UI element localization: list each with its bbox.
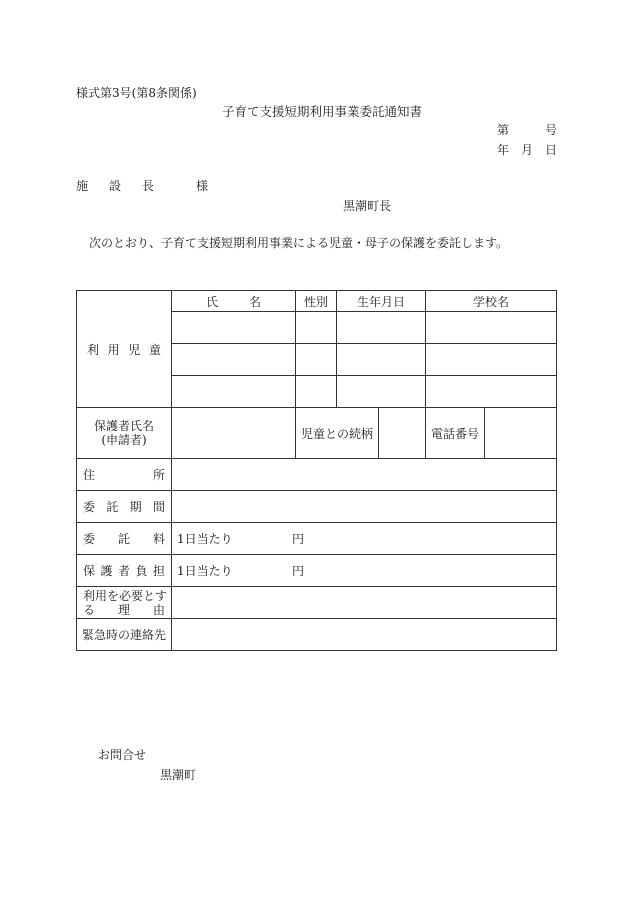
school-header: 学校名 [426, 291, 557, 312]
emergency-label-cell: 緊急時の連絡先 [77, 619, 172, 651]
fee-label-cell: 委 託 料 [77, 523, 172, 555]
child-school-cell[interactable] [426, 344, 557, 376]
gender-header: 性別 [296, 291, 337, 312]
child-birthdate-cell[interactable] [337, 376, 426, 408]
inquiry-label: お問合せ [98, 748, 147, 762]
document-date-field: 年 月 日 [497, 143, 558, 157]
document-title: 子育て支援短期利用事業委託通知書 [222, 104, 423, 119]
intro-text: 次のとおり、子育て支援短期利用事業による児童・母子の保護を委託します。 [89, 236, 509, 250]
guardian-row [77, 408, 557, 459]
fee-unit: 1日当たり [177, 532, 233, 546]
burden-row [77, 555, 557, 587]
burden-unit: 1日当たり [177, 564, 233, 578]
fee-yen: 円 [292, 532, 305, 546]
entrustment-table [76, 290, 557, 651]
address-row [77, 459, 557, 491]
address-cell[interactable] [172, 459, 557, 491]
inquiry-town: 黒潮町 [160, 768, 197, 782]
phone-label: 電話番号 [426, 408, 485, 459]
relationship-label: 児童との続柄 [296, 408, 379, 459]
child-school-cell[interactable] [426, 312, 557, 344]
phone-cell[interactable] [485, 408, 557, 459]
child-gender-cell[interactable] [296, 376, 337, 408]
child-birthdate-cell[interactable] [337, 312, 426, 344]
sender-name: 黒潮町長 [343, 199, 392, 213]
form-number: 様式第3号(第8条関係) [76, 86, 197, 100]
reason-row [77, 587, 557, 619]
child-birthdate-cell[interactable] [337, 344, 426, 376]
emergency-row [77, 619, 557, 651]
burden-cell[interactable] [172, 555, 557, 587]
emergency-cell[interactable] [172, 619, 557, 651]
period-label-cell: 委 託 期 間 [77, 491, 172, 523]
name-header: 氏 名 [172, 291, 296, 312]
child-name-cell[interactable] [172, 376, 296, 408]
addressee-label: 施 設 長 様 [76, 179, 208, 193]
birthdate-header: 生年月日 [337, 291, 426, 312]
period-cell[interactable] [172, 491, 557, 523]
fee-row [77, 523, 557, 555]
guardian-label-cell: 保護者氏名 (申請者) [77, 408, 172, 459]
child-gender-cell[interactable] [296, 312, 337, 344]
child-gender-cell[interactable] [296, 344, 337, 376]
document-number-field: 第 号 [497, 123, 558, 137]
fee-cell[interactable] [172, 523, 557, 555]
reason-cell[interactable] [172, 587, 557, 619]
child-header-row [77, 291, 557, 312]
reason-label-cell: 利用を必要とす る 理 由 [77, 587, 172, 619]
child-school-cell[interactable] [426, 376, 557, 408]
period-row [77, 491, 557, 523]
child-label-cell: 利 用 児 童 [77, 291, 172, 408]
child-name-cell[interactable] [172, 312, 296, 344]
child-name-cell[interactable] [172, 344, 296, 376]
burden-yen: 円 [292, 564, 305, 578]
guardian-name-cell[interactable] [172, 408, 296, 459]
address-label-cell: 住 所 [77, 459, 172, 491]
relationship-cell[interactable] [379, 408, 426, 459]
burden-label-cell: 保 護 者 負 担 [77, 555, 172, 587]
